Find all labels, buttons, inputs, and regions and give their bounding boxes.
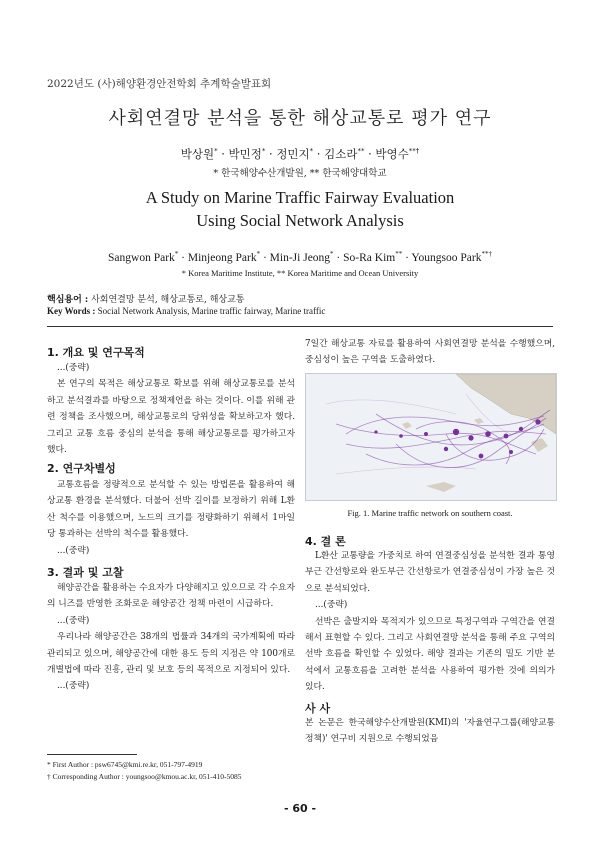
section-1-body (47, 360, 295, 458)
author-mark: * (214, 147, 218, 156)
author-mark: **† (408, 147, 420, 156)
title-line: Using Social Network Analysis (196, 211, 404, 230)
footnote-first-author: * First Author : psw6745@kmi.re.kr, 051-797-4919 (47, 760, 203, 769)
paragraph: 본 연구의 목적은 해상교통로 확보를 위해 해상교통로를 분석하고 분석결과를 바탕으로 정책제언을 하는 것이다. 이를 위해 관련 정책을 조사했으며, 해상교통로의 당위성을 확보하고자 했다. 그리고 교통 흐름 중심의 분석을 통해 해상교통로를 평가하고자 했다. (47, 379, 295, 456)
section-divider (47, 326, 553, 327)
author-separator: · (313, 147, 325, 161)
author-mark: * (309, 147, 314, 156)
omission-mark: ...(중략) (57, 681, 90, 692)
author-name: Min-Ji Jeong (269, 251, 331, 264)
author-separator: · (265, 147, 277, 161)
footnote-corresponding-author: † Corresponding Author : youngsoo@kmou.ac.kr, 051-410-5085 (47, 772, 242, 781)
author-separator: · (333, 251, 344, 264)
author-name: 박상원 (180, 147, 215, 161)
keywords-label: Key Words : (47, 306, 96, 316)
page-number: - 60 - (283, 802, 317, 815)
section-2-body (47, 477, 295, 559)
author-separator: · (178, 251, 188, 264)
keywords-korean (47, 292, 245, 305)
author-mark: ** (395, 250, 403, 258)
acknowledgement-body: 본 논문은 한국해양수산개발원(KMI)의 '자율연구그룹(해양교통정책)' 연구비 지원으로 수행되었음 (305, 718, 555, 745)
section-4-body (305, 548, 555, 696)
affiliation-english: * Korea Maritime Institute, ** Korea Maritime and Ocean University (181, 268, 419, 278)
section-heading-3: 3. 결과 및 고찰 (47, 566, 124, 579)
omission-mark: ...(중략) (57, 615, 90, 626)
author-name: Minjeong Park (187, 251, 257, 264)
omission-mark: ...(중략) (315, 600, 348, 611)
authors-korean (0, 146, 600, 162)
paragraph: 해양공간을 활용하는 수요자가 다양해지고 있으므로 각 수요자의 니즈를 반영한 조화로운 해양공간 정책 마련이 시급하다. (47, 583, 295, 610)
keywords-label: 핵심용어 : (47, 295, 89, 305)
author-mark: **† (481, 250, 492, 258)
author-name: 박민정 (228, 147, 262, 161)
section-heading-1: 1. 개요 및 연구목적 (47, 346, 145, 359)
author-mark: ** (357, 147, 365, 156)
section-heading-2: 2. 연구차별성 (47, 462, 116, 475)
keywords-text: 사회연결망 분석, 해상교통로, 해상교통 (88, 295, 245, 305)
paragraph: 우리나라 해양공간은 38개의 법률과 34개의 국가계획에 따라 관리되고 있으며, 해양공간에 대한 용도 등의 지정은 약 100개로 개별법에 따라 진흥, 관리 및 보호 등의 목적으로 지정되어 있다. (47, 632, 295, 676)
paragraph: L환산 교통량을 가중치로 하여 연결중심성을 분석한 결과 통영부근 간선항로와 완도부근 간선항로가 연결중심성이 가장 높은 것으로 분석되었다. (305, 551, 555, 594)
figure-network-map (305, 373, 557, 501)
paper-title-korean: 사회연결망 분석을 통한 해상교통로 평가 연구 (108, 108, 492, 129)
acknowledgement-heading: 사 사 (305, 702, 331, 715)
author-separator: · (260, 251, 270, 264)
author-separator: · (217, 147, 229, 161)
author-mark: * (256, 250, 261, 258)
author-separator: · (364, 147, 376, 161)
conference-header: 2022년도 (사)해양환경안전학회 추계학술발표회 (47, 78, 272, 90)
title-line: A Study on Marine Traffic Fairway Evaluation (145, 188, 455, 207)
omission-mark: ...(중략) (57, 363, 90, 373)
footnote-rule (47, 754, 137, 755)
author-separator: · (402, 251, 412, 264)
right-column-intro: 7일간 해상교통 자료를 활용하여 사회연결망 분석을 수행했으며, 중심성이 높은 구역을 도출하였다. (305, 339, 555, 366)
figure-caption: Fig. 1. Marine traffic network on southern coast. (347, 508, 513, 518)
author-mark: * (174, 250, 179, 258)
authors-english (0, 250, 600, 264)
author-name: So-Ra Kim (343, 251, 396, 264)
author-name: Sangwon Park (108, 251, 175, 264)
author-name: Youngsoo Park (411, 251, 482, 264)
omission-mark: ...(중략) (57, 545, 90, 556)
paper-title-english (0, 186, 600, 232)
section-3-body (47, 580, 295, 695)
section-heading-4: 4. 결 론 (305, 535, 346, 548)
keywords-text: Social Network Analysis, Marine traffic fairway, Marine traffic (95, 306, 326, 316)
author-mark: * (330, 250, 334, 258)
network-map-image (306, 374, 556, 500)
author-mark: * (261, 147, 266, 156)
author-name: 박영수 (375, 147, 409, 161)
author-name: 정민지 (276, 147, 310, 161)
affiliation-korean: * 한국해양수산개발원, ** 한국해양대학교 (213, 168, 387, 179)
paragraph: 교통흐름을 정량적으로 분석할 수 있는 방법론을 활용하여 해상교통 환경을 분석했다. 더불어 선박 길이를 보정하기 위해 L환산 척수를 이용했으며, 노드의 크기를 정량화하기 위해서 1마일 당 통과하는 선박의 척수를 활용했다. (47, 480, 295, 540)
paragraph: 선박은 출발지와 목적지가 있으므로 특정구역과 구역간을 연결해서 표현할 수 있다. 그리고 사회연결망 분석을 통해 주요 구역의 선박 흐름을 확인할 수 있었다. 해양 결과는 기존의 밀도 기반 분석에서 교통흐름을 고려한 분석을 사용하여 평가한 것에 의의가 있다. (305, 616, 555, 693)
keywords-english (47, 306, 325, 316)
author-name: 김소라 (324, 147, 358, 161)
